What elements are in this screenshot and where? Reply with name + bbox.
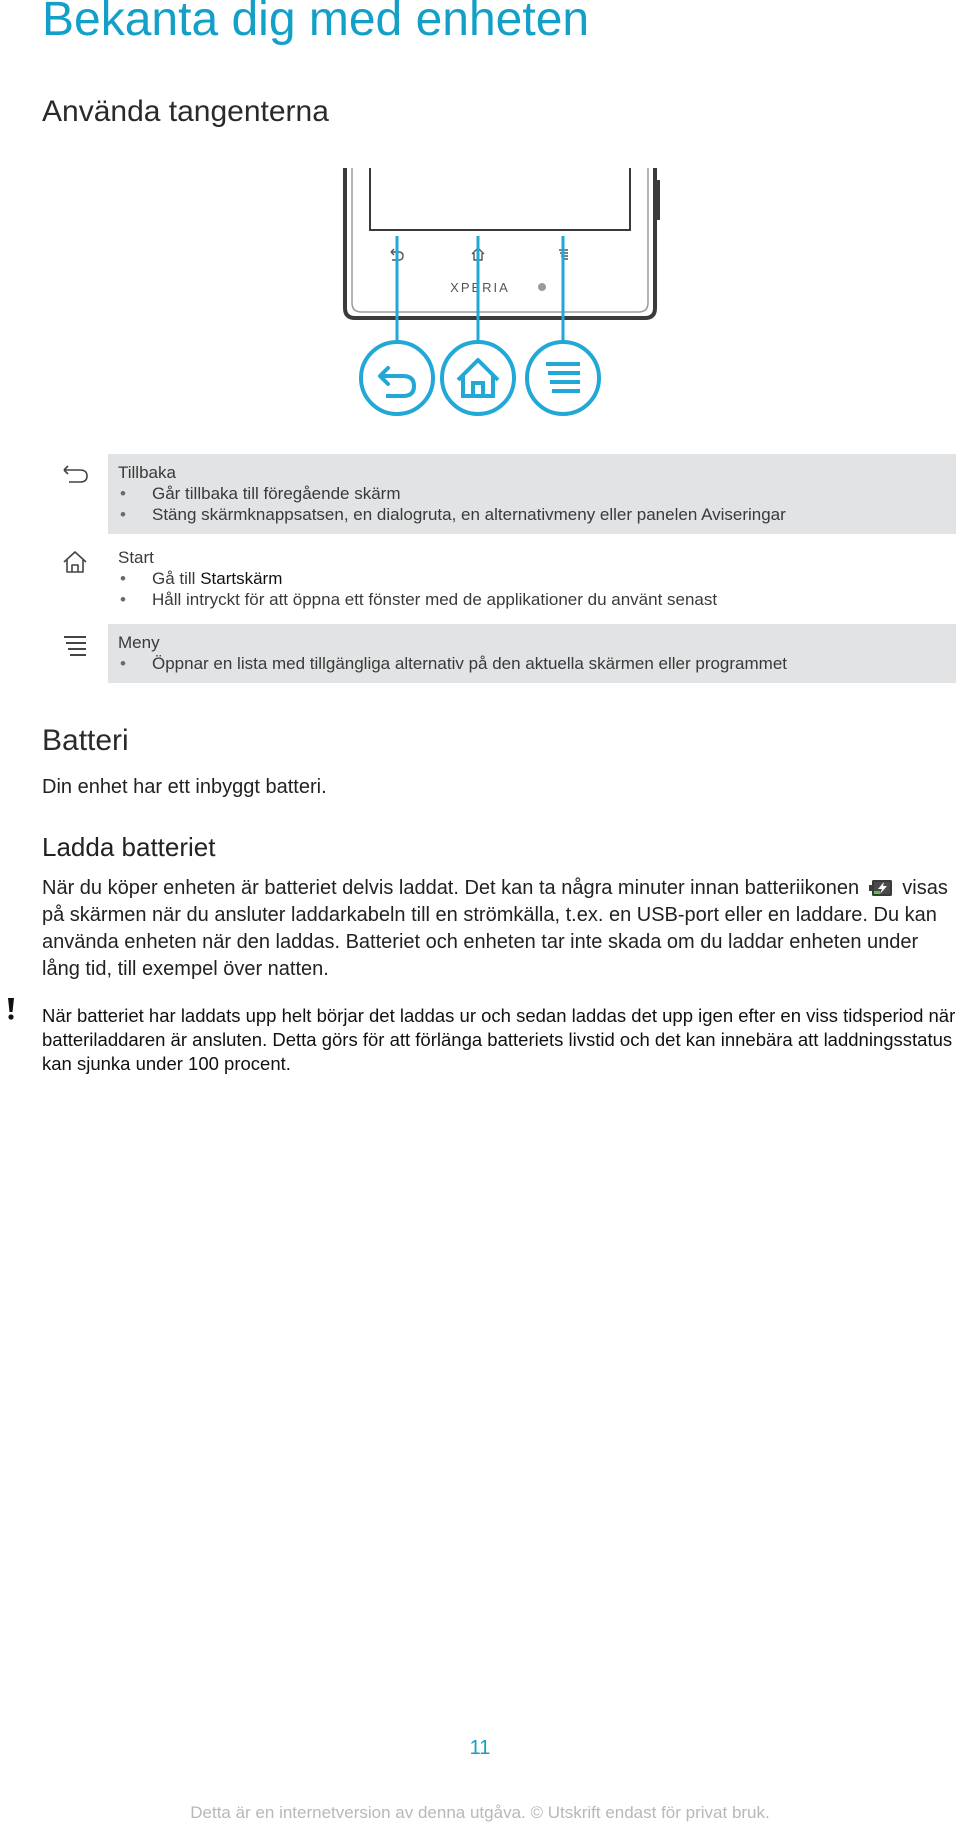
key-name-back: Tillbaka bbox=[118, 463, 176, 482]
bullet-text: Gå till bbox=[152, 569, 201, 588]
phone-illustration bbox=[340, 168, 660, 428]
keys-table bbox=[42, 454, 956, 688]
charge-text-2: visas på skärmen när du ansluter laddarkabeln till en strömkälla, t.ex. en USB-port eller en laddare. Du kan använda enheten när den laddas. Batteriet och enheten tar inte skada om du laddar enheten under lång tid, till exempel över natten. bbox=[42, 877, 948, 980]
charge-text-1: När du köper enheten är batteriet delvis laddat. Det kan ta några minuter innan batteriikonen bbox=[42, 877, 860, 899]
charge-paragraph bbox=[42, 875, 956, 983]
key-name-menu: Meny bbox=[118, 633, 160, 652]
callout-back-icon bbox=[361, 342, 433, 414]
key-row-menu bbox=[42, 624, 956, 683]
phone-sensor bbox=[538, 283, 546, 291]
menu-icon bbox=[42, 624, 108, 683]
list-item: • Går tillbaka till föregående skärm bbox=[118, 483, 946, 504]
brand-logo: XPERIA bbox=[450, 280, 510, 295]
back-icon bbox=[42, 454, 108, 534]
phone-body bbox=[345, 168, 660, 318]
callout-menu-icon bbox=[527, 342, 599, 414]
battery-note: När batteriet har laddats upp helt börjar det laddas ur och sedan laddas det upp igen efter en viss tidsperiod när batteriladdaren är ansluten. Detta görs för att förlänga batteriets livstid och det kan innebära att laddningsstatus kan sjunka under 100 procent. bbox=[42, 1005, 956, 1074]
list-item: • Håll intryckt för att öppna ett fönster med de applikationer du använt senast bbox=[118, 589, 946, 610]
key-name-home: Start bbox=[118, 548, 154, 567]
list-item: • Stäng skärmknappsatsen, en dialogruta, en alternativmeny eller panelen Aviseringar bbox=[118, 504, 946, 525]
battery-charging-icon bbox=[869, 879, 893, 897]
charge-heading: Ladda batteriet bbox=[42, 832, 216, 862]
battery-intro: Din enhet har ett inbyggt batteri. bbox=[42, 776, 327, 798]
startscreen-term: Startskärm bbox=[200, 569, 283, 588]
callout-home-icon bbox=[442, 342, 514, 414]
page-title: Bekanta dig med enheten bbox=[42, 0, 590, 46]
key-row-home bbox=[42, 539, 956, 619]
footer-notice: Detta är en internetversion av denna utgåva. © Utskrift endast för privat bruk. bbox=[190, 1803, 770, 1822]
home-icon bbox=[42, 539, 108, 619]
page-number: 11 bbox=[469, 1737, 491, 1759]
list-item: • Öppnar en lista med tillgängliga alternativ på den aktuella skärmen eller programmet bbox=[118, 653, 946, 674]
exclamation-icon bbox=[4, 996, 18, 1022]
key-row-back bbox=[42, 454, 956, 534]
section-title: Använda tangenterna bbox=[42, 95, 329, 128]
list-item bbox=[118, 568, 946, 589]
battery-heading: Batteri bbox=[42, 724, 129, 757]
